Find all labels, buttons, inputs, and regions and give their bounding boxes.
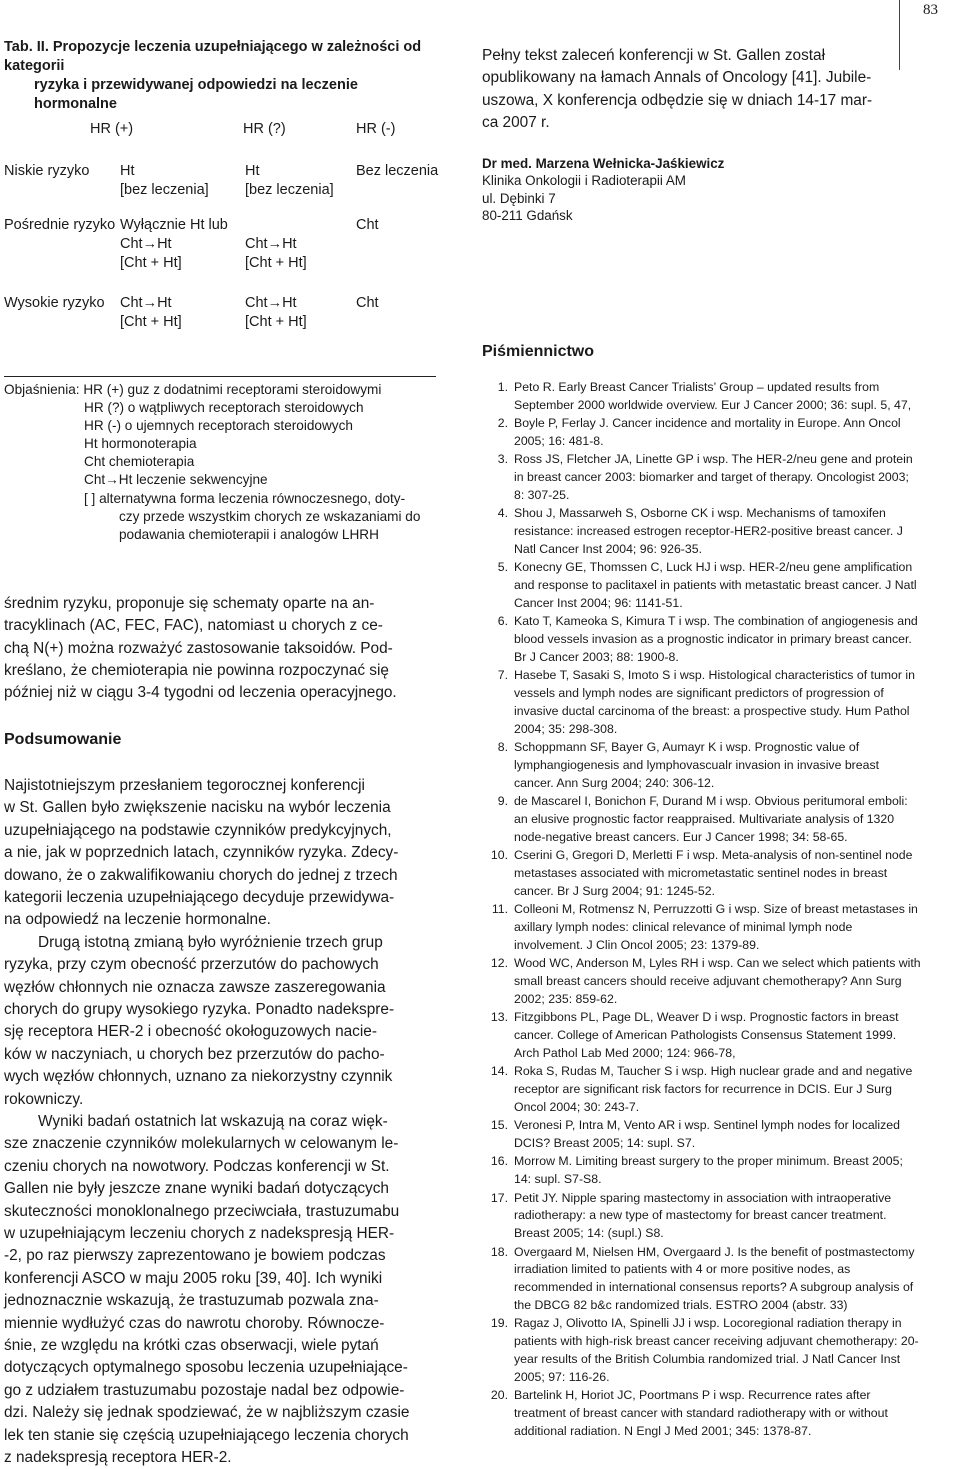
reference-text: Boyle P, Ferlay J. Cancer incidence and mortality in Europe. Ann Oncol 2005; 16: 481-8. bbox=[514, 416, 901, 449]
reference-number: 13. bbox=[490, 1010, 508, 1025]
legend-entry: Cht chemioterapia bbox=[84, 454, 195, 470]
text-line: Pełny tekst zaleceń konferencji w St. Gallen został bbox=[482, 47, 826, 64]
text-line: na odpowiedź na leczenie hormonalne. bbox=[4, 911, 271, 929]
reference-number: 19. bbox=[490, 1316, 508, 1331]
paragraph-trastuzumab bbox=[4, 1111, 436, 1469]
text-line: -2, po raz pierwszy zaprezentowano je bowiem podczas bbox=[4, 1247, 386, 1265]
reference-item bbox=[482, 1244, 922, 1316]
reference-item bbox=[482, 1063, 922, 1117]
reference-text: de Mascarel I, Bonichon F, Durand M i wsp. Obvious peritumoral emboli: an elusive prognostic factor reappraised. Multivariate analysis of 1320 node-negative breast cancers. Eur J Cancer 1998; 34: 58-65. bbox=[514, 794, 908, 845]
reference-number: 10. bbox=[490, 848, 508, 863]
row-label-intermediate-risk: Pośrednie ryzyko bbox=[4, 217, 116, 233]
reference-number: 11. bbox=[491, 902, 508, 917]
text-line: chorych do grupy wysokiego ryzyka. Ponadto nadekspre- bbox=[4, 1000, 395, 1018]
table-cell: [Cht + Ht] bbox=[245, 255, 307, 271]
legend-entry: HR (-) o ujemnych receptorach steroidowych bbox=[84, 418, 353, 434]
text-line: wych węzłów chłonnych, uznano za niekorzystny czynnik bbox=[4, 1068, 393, 1086]
legend-entry: Ht hormonoterapia bbox=[84, 436, 197, 452]
reference-item bbox=[482, 1315, 922, 1387]
reference-number: 18. bbox=[490, 1244, 508, 1259]
reference-item bbox=[482, 667, 922, 739]
reference-text: Bartelink H, Horiot JC, Poortmans P i wsp. Recurrence rates after treatment of breast cancer with standard radiotherapy with or without additional radiation. N Engl J Med 2001; 345: 1378-87. bbox=[514, 1388, 888, 1439]
table-cell: [Cht + Ht] bbox=[120, 255, 182, 271]
reference-number: 2. bbox=[497, 416, 508, 431]
paragraph-risk-schemes bbox=[4, 593, 436, 705]
table-legend bbox=[4, 381, 436, 544]
text-line: a nie, jak w poprzednich latach, czynników ryzyka. Zdecy- bbox=[4, 844, 399, 862]
reference-number: 4. bbox=[497, 506, 508, 521]
section-title-summary: Podsumowanie bbox=[4, 730, 122, 748]
table-cell: Bez leczenia bbox=[356, 163, 439, 179]
text-line: śnie, ze względu na krótki czas obserwacji, wiele pytań bbox=[4, 1337, 379, 1355]
table-cell: [bez leczenia] bbox=[120, 182, 209, 198]
reference-item bbox=[482, 613, 922, 667]
paragraph-risk-groups bbox=[4, 932, 436, 1111]
text-line: skuteczności monoklonalnego przeciwciała, trastuzumabu bbox=[4, 1202, 400, 1220]
text-line: Drugą istotną zmianą było wyróżnienie trzech grup bbox=[38, 933, 383, 951]
legend-entry-continued: czy przede wszystkim chorych ze wskazaniami do bbox=[119, 508, 421, 524]
reference-number: 1. bbox=[497, 380, 508, 394]
legend-entry: Cht→Ht leczenie sekwencyjne bbox=[84, 472, 268, 488]
text-line: czeniu chorych na nowotwory. Podczas konferencji w St. bbox=[4, 1157, 390, 1175]
reference-number: 15. bbox=[490, 1118, 508, 1133]
paragraph-summary bbox=[4, 775, 436, 932]
text-line: opublikowany na łamach Annals of Oncology [41]. Jubile- bbox=[482, 69, 872, 87]
reference-text: Fitzgibbons PL, Page DL, Weaver D i wsp. Prognostic factors in breast cancer. College of American Pathologists Consensus Statement 1999. Arch Pathol Lab Med 2000; 124: 966-78, bbox=[514, 1010, 899, 1061]
row-label-high-risk: Wysokie ryzyko bbox=[4, 295, 105, 311]
reference-number: 7. bbox=[497, 668, 508, 683]
reference-item bbox=[482, 1117, 922, 1153]
table-header-hr-unknown: HR (?) bbox=[243, 121, 286, 137]
table-header-hr-negative: HR (-) bbox=[356, 121, 396, 137]
table-cell: [Cht + Ht] bbox=[245, 314, 307, 330]
text-line: sze znaczenie czynników molekularnych w celowanym le- bbox=[4, 1135, 399, 1153]
reference-text: Ross JS, Fletcher JA, Linette GP i wsp. The HER-2/neu gene and protein in breast cancer 2003: biomarker and target of therapy. Oncologist 2003; 8: 307-25. bbox=[514, 452, 913, 503]
text-line: chą N(+) można rozważyć zastosowanie taksoidów. Pod- bbox=[4, 639, 393, 657]
reference-item bbox=[482, 1009, 922, 1063]
legend-entry-continued: podawania chemioterapii i analogów LHRH bbox=[119, 526, 379, 542]
reference-item bbox=[482, 847, 922, 901]
reference-item bbox=[482, 1387, 922, 1441]
author-street: ul. Dębinki 7 bbox=[482, 190, 556, 206]
reference-number: 14. bbox=[490, 1064, 508, 1079]
table-cell: [bez leczenia] bbox=[245, 182, 334, 198]
reference-text: Petit JY. Nipple sparing mastectomy in association with intraoperative radiotherapy: a new type of mastectomy for breast cancer treatment. Breast 2005; 14: (supl.) S8. bbox=[514, 1190, 892, 1241]
references-title: Piśmiennictwo bbox=[482, 343, 595, 360]
reference-text: Overgaard M, Nielsen HM, Overgaard J. Is the benefit of postmastectomy irradiation limited to patients with 4 or more positive nodes, as recommended in international consensus reports? A subgroup analysis of the DBCG 82 b&c randomized trials. ESTRO 2004 (abstr. 33) bbox=[514, 1244, 915, 1313]
text-line: tracyklinach (AC, FEC, FAC), natomiast u chorych z ce- bbox=[4, 617, 383, 635]
reference-text: Colleoni M, Rotmensz N, Perruzzotti G i wsp. Size of breast metastases in axillary lymph nodes: clinical relevance of minimal lymph node involvement. J Clin Oncol 2005; 23: 1379-89. bbox=[514, 902, 918, 953]
reference-text: Roka S, Rudas M, Taucher S i wsp. High nuclear grade and and negative receptor are significant risk factors for recurrence in DCIS. Eur J Surg Oncol 2004; 30: 243-7. bbox=[514, 1064, 913, 1115]
reference-item bbox=[482, 739, 922, 793]
legend-title: Objaśnienia: bbox=[4, 382, 80, 397]
reference-text: Kato T, Kameoka S, Kimura T i wsp. The combination of angiogenesis and blood vessels invasion as a prognostic indicator in primary breast cancer. Br J Cancer 2003; 88: 1900-8. bbox=[514, 614, 918, 665]
author-signature bbox=[482, 155, 922, 225]
reference-number: 20. bbox=[490, 1388, 508, 1403]
text-line: dotyczących optymalnego sposobu leczenia uzupełniające- bbox=[4, 1359, 408, 1377]
reference-number: 8. bbox=[497, 740, 508, 755]
table-title-line: Tab. II. Propozycje leczenia uzupełniającego w zależności od kategorii bbox=[4, 39, 422, 74]
text-line: kategorii leczenia uzupełniającego decyduje przewidywa- bbox=[4, 888, 395, 906]
right-column bbox=[482, 45, 922, 1441]
table-cell: Ht bbox=[245, 163, 260, 179]
text-line: miennie wydłużyć czas do nawrotu choroby. Równocze- bbox=[4, 1314, 385, 1332]
reference-text: Konecny GE, Thomssen C, Luck HJ i wsp. HER-2/neu gene amplification and response to paclitaxel in patients with metastatic breast cancer. J Natl Cancer Inst 2004; 96: 1141-51. bbox=[514, 560, 917, 611]
reference-text: Veronesi P, Intra M, Vento AR i wsp. Sentinel lymph nodes for localized DCIS? Breast 2005; 14: supl. S7. bbox=[514, 1118, 900, 1151]
reference-item bbox=[482, 451, 922, 505]
paragraph-full-text bbox=[482, 45, 922, 135]
reference-number: 5. bbox=[497, 560, 508, 575]
table-title bbox=[4, 38, 436, 114]
author-affiliation: Klinika Onkologii i Radioterapii AM bbox=[482, 173, 686, 189]
text-line: lek ten stanie się częścią uzupełniającego leczenia chorych bbox=[4, 1426, 409, 1444]
reference-item bbox=[482, 1153, 922, 1189]
page-number: 83 bbox=[923, 2, 938, 18]
reference-text: Morrow M. Limiting breast surgery to the proper minimum. Breast 2005; 14: supl. S7-S8. bbox=[514, 1154, 903, 1187]
reference-text: Peto R. Early Breast Cancer Trialists’ Group – updated results from September 2000 worldwide overview. Eur J Cancer 2000; 36: supl. 5, 47, bbox=[514, 380, 912, 412]
text-line: Gallen nie były jeszcze znane wyniki badań dotyczących bbox=[4, 1180, 389, 1198]
text-line: uszowa, X konferencja odbędzie się w dniach 14-17 mar- bbox=[482, 91, 873, 109]
table-cell: Cht bbox=[356, 217, 379, 233]
text-line: jednoznacznie wskazują, że trastuzumab pozwala zna- bbox=[4, 1292, 379, 1310]
table-cell: Cht bbox=[356, 295, 379, 311]
table-cell: Cht→Ht bbox=[245, 236, 297, 252]
table-cell: Cht→Ht bbox=[120, 295, 172, 311]
table-cell: Wyłącznie Ht lub bbox=[120, 217, 228, 233]
text-line: uzupełniającego na podstawie czynników predykcyjnych, bbox=[4, 821, 392, 839]
reference-number: 9. bbox=[497, 794, 508, 809]
table-cell: Cht→Ht bbox=[245, 295, 297, 311]
text-line: ca 2007 r. bbox=[482, 114, 550, 132]
author-name: Dr med. Marzena Wełnicka-Jaśkiewicz bbox=[482, 155, 725, 171]
text-line: konferencji ASCO w maju 2005 roku [39, 40]. Ich wyniki bbox=[4, 1269, 383, 1287]
text-line: rokowniczy. bbox=[4, 1090, 84, 1108]
reference-item bbox=[482, 1190, 922, 1244]
reference-item bbox=[482, 559, 922, 613]
references-list bbox=[482, 379, 922, 1441]
reference-item bbox=[482, 415, 922, 451]
text-line: w uzupełniającym leczeniu chorych z nadekspresją HER- bbox=[4, 1225, 395, 1242]
reference-number: 6. bbox=[497, 614, 508, 629]
text-line: węzłów chłonnych nie oznacza zawsze zaszeregowania bbox=[4, 978, 386, 996]
reference-item bbox=[482, 955, 922, 1009]
table-cell: [Cht + Ht] bbox=[120, 314, 182, 330]
reference-item bbox=[482, 793, 922, 847]
legend-entry: [ ] alternatywna forma leczenia równoczesnego, doty- bbox=[84, 490, 406, 506]
text-line: później niż w ciągu 3-4 tygodni od leczenia operacyjnego. bbox=[4, 684, 397, 702]
reference-text: Wood WC, Anderson M, Lyles RH i wsp. Can we select which patients with small breast cancers should receive adjuvant chemotherapy? Ann Surg 2002; 235: 859-62. bbox=[514, 956, 921, 1007]
reference-text: Cserini G, Gregori D, Merletti F i wsp. Meta-analysis of non-sentinel node metastases associated with micrometastatic sentinel nodes in breast cancer. Br J Surg 2004; 91: 1245-52. bbox=[514, 848, 913, 899]
text-line: w St. Gallen było zwiększenie nacisku na wybór leczenia bbox=[4, 799, 391, 817]
table-header-hr-positive: HR (+) bbox=[90, 121, 134, 137]
reference-text: Hasebe T, Sasaki S, Imoto S i wsp. Histological characteristics of tumor in vessels and lymph nodes are significant predictors of progression of invasive ductal carcinoma of the breast: a prospective study. Hum Pathol 2004; 35: 298-308. bbox=[514, 668, 915, 736]
row-label-low-risk: Niskie ryzyko bbox=[4, 163, 90, 179]
text-line: Najistotniejszym przesłaniem tegorocznej konferencji bbox=[4, 776, 365, 794]
reference-item bbox=[482, 901, 922, 955]
text-line: kreślano, że chemioterapia nie powinna rozpoczynać się bbox=[4, 662, 389, 680]
text-line: dowano, że o zakwalifikowaniu chorych do jednej z trzech bbox=[4, 866, 398, 884]
author-city: 80-211 Gdańsk bbox=[482, 208, 573, 224]
reference-item bbox=[482, 379, 922, 415]
text-line: sję receptora HER-2 i obecność okołoguzowych nacie- bbox=[4, 1023, 377, 1041]
reference-number: 3. bbox=[497, 452, 508, 467]
table-cell: Cht→Ht bbox=[120, 236, 172, 252]
treatment-table bbox=[4, 118, 439, 377]
legend-entry: HR (+) guz z dodatnimi receptorami steroidowymi bbox=[83, 382, 382, 397]
text-line: z nadekspresją receptora HER-2. bbox=[4, 1449, 232, 1467]
text-line: go z udziałem trastuzumabu pozostaje nadal bez odpowie- bbox=[4, 1381, 405, 1399]
text-line: ryzyka, przy czym obecność przerzutów do pachowych bbox=[4, 956, 379, 974]
text-line: Wyniki badań ostatnich lat wskazują na coraz więk- bbox=[38, 1112, 388, 1130]
reference-text: Shou J, Massarweh S, Osborne CK i wsp. Mechanisms of tamoxifen resistance: increased estrogen receptor-HER2-positive breast cancer. J Natl Cancer Inst 2004; 96: 926-35. bbox=[514, 506, 903, 557]
text-line: dzi. Należy się jednak spodziewać, że w najbliższym czasie bbox=[4, 1404, 410, 1422]
reference-item bbox=[482, 505, 922, 559]
left-column bbox=[4, 38, 439, 1469]
reference-number: 16. bbox=[490, 1154, 508, 1169]
table-cell: Ht bbox=[120, 163, 135, 179]
reference-text: Schoppmann SF, Bayer G, Aumayr K i wsp. Prognostic value of lymphangiogenesis and lymphovascualr invasion in invasive breast cancer. Ann Surg 2004; 240: 306-12. bbox=[514, 740, 880, 791]
reference-number: 17. bbox=[490, 1190, 508, 1205]
text-line: ków w naczyniach, u chorych bez przerzutów do pacho- bbox=[4, 1045, 385, 1063]
legend-entry: HR (?) o wątpliwych receptorach steroidowych bbox=[84, 400, 364, 416]
reference-number: 12. bbox=[490, 956, 508, 971]
text-line: średnim ryzyku, proponuje się schematy oparte na an- bbox=[4, 594, 375, 612]
reference-text: Ragaz J, Olivotto IA, Spinelli JJ i wsp. Locoregional radiation therapy in patients with high-risk breast cancer receiving adjuvant chemotherapy: 20-year results of the British Columbia randomized trial. J Natl Cancer Inst 2005; 97: 116-26. bbox=[514, 1316, 919, 1385]
table-title-line: ryzyka i przewidywanej odpowiedzi na leczenie hormonalne bbox=[34, 77, 358, 112]
